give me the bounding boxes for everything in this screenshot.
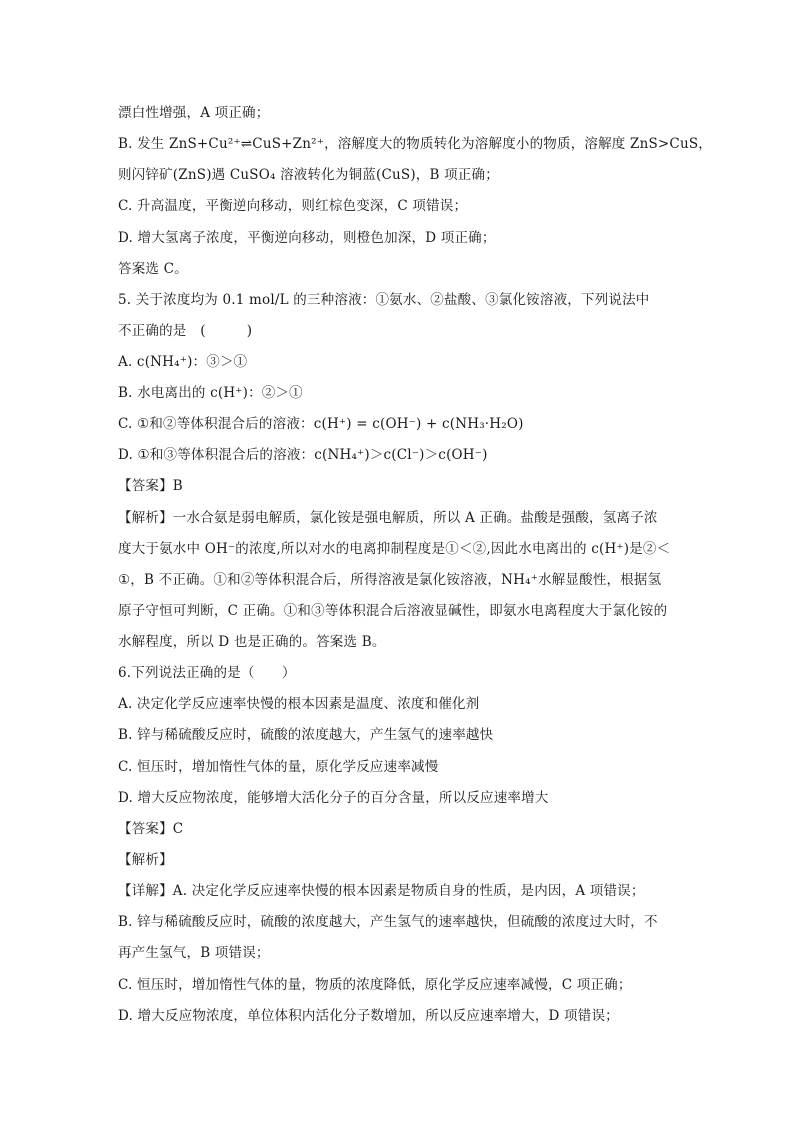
question-6-stem: 6.下列说法正确的是（ ） [118,665,296,681]
text-line: 漂白性增强，A 项正确； [118,105,270,121]
detail-line: D. 增大反应物浓度，单位体积内活化分子数增加，所以反应速率增大，D 项错误； [118,1008,619,1024]
text-line: 则闪锌矿(ZnS)遇 CuSO₄ 溶液转化为铜蓝(CuS)，B 项正确； [118,167,499,183]
detail-line: B. 锌与稀硫酸反应时，硫酸的浓度越大，产生氢气的速率越快，但硫酸的浓度过大时，不 [118,914,658,930]
text-line: C. 升高温度，平衡逆向移动，则红棕色变深，C 项错误； [118,198,468,214]
analysis-line: 原子守恒可判断，C 正确。①和③等体积混合后溶液显碱性，即氨水电离程度大于氯化铵的 [118,603,668,619]
text-line: B. 发生 ZnS+Cu²⁺⇌CuS+Zn²⁺，溶解度大的物质转化为溶解度小的物质，溶解度 ZnS>CuS， [118,136,712,152]
analysis-line: ①，B 不正确。①和②等体积混合后，所得溶液是氯化铵溶液，NH₄⁺水解显酸性，根据氢 [118,572,662,588]
analysis-line: 【解析】一水合氨是弱电解质，氯化铵是强电解质，所以 A 正确。盐酸是强酸，氢离子浓 [118,510,658,526]
answer-label: 【答案】C [118,821,184,837]
option-d: D. ①和③等体积混合后的溶液：c(NH₄⁺)＞c(Cl⁻)＞c(OH⁻) [118,447,488,463]
option-a: A. c(NH₄⁺)：③＞① [118,354,248,370]
option-a: A. 决定化学反应速率快慢的根本因素是温度、浓度和催化剂 [118,696,480,712]
option-b: B. 水电离出的 c(H⁺)：②＞① [118,385,303,401]
option-c: C. 恒压时，增加惰性气体的量，原化学反应速率减慢 [118,759,439,775]
analysis-line: 度大于氨水中 OH⁻的浓度,所以对水的电离抑制程度是①＜②,因此水电离出的 c(H⁺)是②＜ [118,541,671,557]
option-d: D. 增大反应物浓度，能够增大活化分子的百分含量，所以反应速率增大 [118,790,549,806]
answer-label: 【答案】B [118,478,183,494]
analysis-label: 【解析】 [118,852,173,868]
detail-line: 再产生氢气，B 项错误； [118,945,270,961]
text-line: 答案选 C。 [118,261,188,277]
option-c: C. ①和②等体积混合后的溶液：c(H⁺) = c(OH⁻) + c(NH₃·H₂O) [118,416,524,432]
question-5-stem-cont: 不正确的是 ( ) [118,323,253,339]
question-5-stem: 5. 关于浓度均为 0.1 mol/L 的三种溶液：①氨水、②盐酸、③氯化铵溶液，下列说法中 [118,292,650,308]
text-line: D. 增大氢离子浓度，平衡逆向移动，则橙色加深，D 项正确； [118,230,496,246]
analysis-line: 水解程度，所以 D 也是正确的。答案选 B。 [118,634,386,650]
detail-line: C. 恒压时，增加惰性气体的量，物质的浓度降低，原化学反应速率减慢，C 项正确； [118,977,632,993]
option-b: B. 锌与稀硫酸反应时，硫酸的浓度越大，产生氢气的速率越快 [118,727,494,743]
detail-line: 【详解】A. 决定化学反应速率快慢的根本因素是物质自身的性质，是内因，A 项错误； [118,883,645,899]
